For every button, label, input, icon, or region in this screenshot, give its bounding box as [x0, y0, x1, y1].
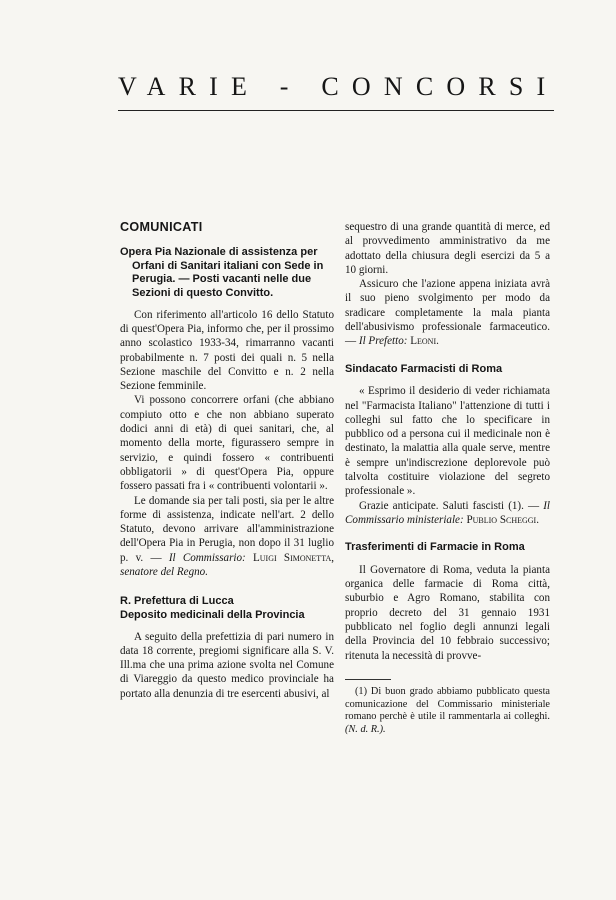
sindacato-signer-name: Publio Scheggi.	[466, 513, 539, 526]
trasferimenti-paragraph-1: Il Governatore di Roma, veduta la pianta organica delle farmacie di Roma città, suburbio e Agro Romano, stabilita con proprio decreto del 31 gennaio 1931 pubblicato nel foglio degli annunzi legali della Provincia del 10 febbraio successivo; ritenuta la necessità di provve-	[345, 563, 550, 662]
page-header-title: VARIE - CONCORSI	[118, 72, 559, 101]
footnote-text	[345, 686, 550, 736]
opera-pia-signer-name: Luigi Simonetta,	[253, 551, 334, 564]
section-title-comunicati: COMUNICATI	[120, 220, 203, 234]
opera-pia-paragraph-3	[120, 494, 334, 580]
sindacato-paragraph-2	[345, 499, 550, 528]
sindacato-paragraph-2-text: Grazie anticipate. Saluti fascisti (1). —	[359, 499, 540, 512]
lucca-heading	[120, 595, 334, 622]
footnote	[345, 686, 550, 736]
lucca-continued-paragraph-2-text: Assicuro che l'azione appena iniziata avrà il suo pieno svolgimento per modo da sradicare completamente la mala pianta dell'abusivismo professionale farmaceutico. —	[345, 278, 550, 348]
opera-pia-paragraph-2: Vi possono concorrere orfani (che abbiano compiuto otto e che non abbiano superato dodici anni di età) di quei sanitari, che, al momento della morte, figurassero sempre in servizio, e quindi fossero « contribuenti obbligatorii » di quest'Opera Pia, oppure fossero passati fra i « contribuenti volontarii ».	[120, 394, 334, 493]
trasferimenti-heading: Trasferimenti di Farmacie in Roma	[345, 541, 525, 554]
footnote-signature: (N. d. R.).	[345, 723, 386, 735]
lucca-continued-paragraph-2	[345, 277, 550, 348]
opera-pia-signer-title: senatore del Regno.	[120, 566, 209, 579]
prefetto-signer-role: Il Prefetto:	[358, 335, 408, 348]
header-rule	[118, 110, 554, 111]
lucca-heading-line-2: Deposito medicinali della Provincia	[120, 608, 305, 621]
footnote-rule	[345, 679, 391, 680]
footnote-body: (1) Di buon grado abbiamo pubblicato questa comunicazione del Commissario ministeriale romano perchè è utile il rammentarla ai colleghi.	[345, 685, 550, 723]
prefetto-signer-name: Leoni.	[410, 335, 439, 348]
sindacato-paragraph-1: « Esprimo il desiderio di veder richiamata nel "Farmacista Italiano" l'attenzione di tutti i colleghi sul fatto che lo specificare in pubblico od a persona cui il medicinale non è destinato, la malattia alla quale serve, mentre è sempre un'indiscrezione deplorevole può talvolta costituire violazione del segreto professionale ».	[345, 385, 550, 498]
sindacato-signer-role: Il Commissario ministeriale:	[345, 499, 550, 526]
lucca-paragraph-1: A seguito della prefettizia di pari numero in data 18 corrente, pregiomi significare alla S. V. Ill.ma che una prima azione svolta nel Comune di Viareggio da questo medico provinciale ha portato alla denunzia di tre esercenti abusivi, al	[120, 630, 334, 700]
opera-pia-paragraph-3-text: Le domande sia per tali posti, sia per le altre forme di assistenza, indicate nell'art. 2 dello Statuto, devono arrivare all'amministrazione dell'Opera Pia in Perugia, non dopo il 31 luglio p. v. —	[120, 494, 334, 564]
lucca-continued-paragraph-1: sequestro di una grande quantità di merce, ed al provvedimento amministrativo da me adottato della chiusura degli esercizi da 5 a 10 giorni.	[345, 221, 550, 276]
lucca-heading-line-1: R. Prefettura di Lucca	[120, 595, 234, 608]
sindacato-heading: Sindacato Farmacisti di Roma	[345, 362, 503, 375]
right-column	[345, 220, 550, 736]
opera-pia-paragraph-1: Con riferimento all'articolo 16 dello Statuto di quest'Opera Pia, informo che, per il prossimo anno scolastico 1933-34, rimarranno vacanti probabilmente n. 7 posti dei quali n. 5 nella Sezione maschile del Convitto e n. 2 nella Sezione femminile.	[120, 308, 334, 393]
left-column	[120, 220, 334, 701]
opera-pia-signer-role: Il Commissario:	[168, 551, 246, 564]
opera-pia-heading: Opera Pia Nazionale di assistenza per Orfani di Sanitari italiani con Sede in Perugia. — Posti vacanti nelle due Sezioni di questo Convitto.	[120, 246, 324, 300]
